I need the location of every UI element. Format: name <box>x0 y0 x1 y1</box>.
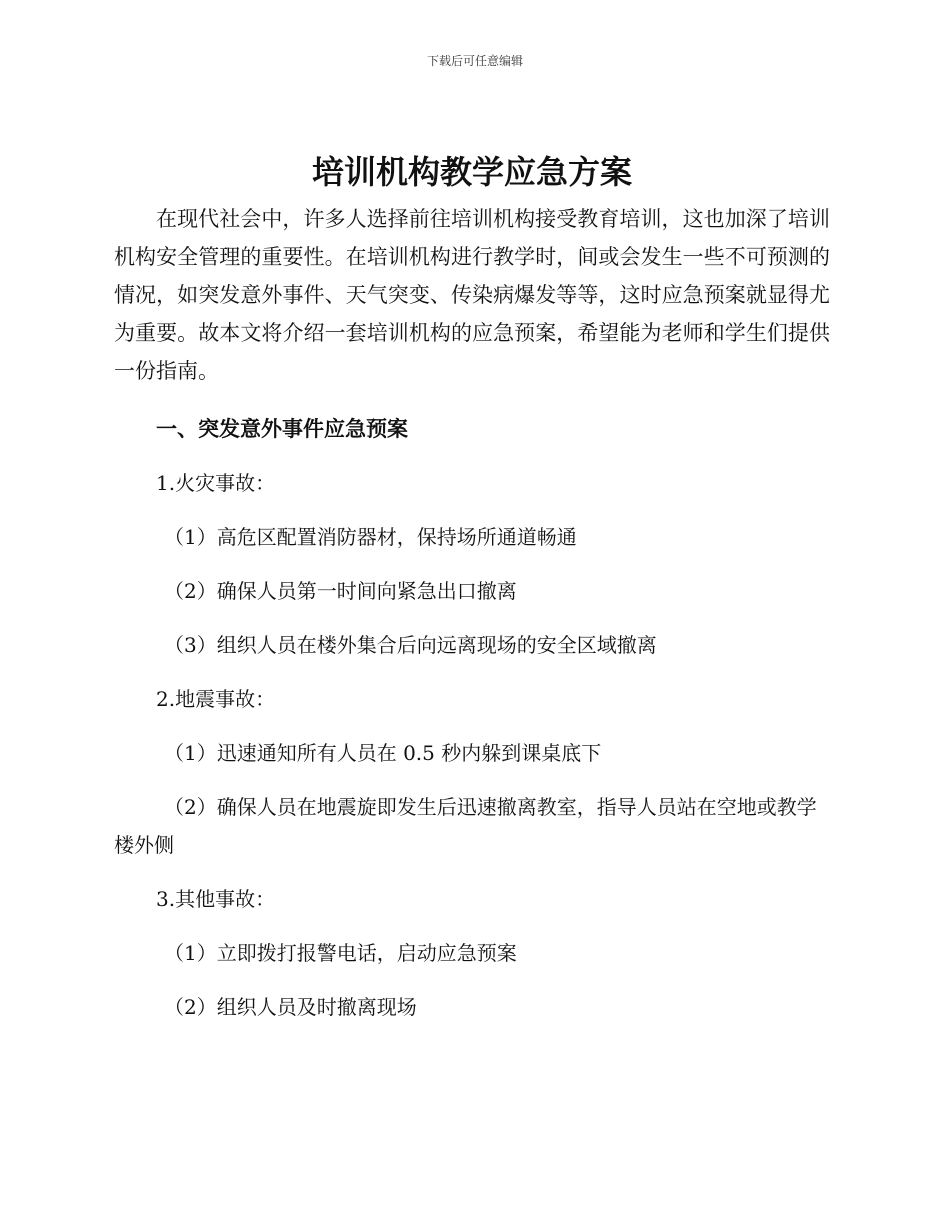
page-header-note: 下载后可任意编辑 <box>426 54 523 68</box>
list-item: （2）确保人员第一时间向紧急出口撤离 <box>164 579 517 603</box>
section-heading-emergency: 一、突发意外事件应急预案 <box>156 417 408 441</box>
list-item: （1）立即拨打报警电话，启动应急预案 <box>164 941 517 965</box>
subheading-earthquake: 2.地震事故： <box>156 687 276 711</box>
subheading-other: 3.其他事故： <box>156 887 276 911</box>
document-title: 培训机构教学应急方案 <box>311 153 632 191</box>
subheading-fire: 1.火灾事故： <box>156 471 276 495</box>
list-item: （2）组织人员及时撤离现场 <box>164 995 417 1019</box>
list-item: （2）确保人员在地震旋即发生后迅速撤离教室，指导人员站在空地或教学楼外侧 <box>114 795 817 857</box>
intro-paragraph: 在现代社会中，许多人选择前往培训机构接受教育培训，这也加深了培训机构安全管理的重要性。在培训机构进行教学时，间或会发生一些不可预测的情况，如突发意外事件、天气突变、传染病爆发等等，这时应急预案就显得尤为重要。故本文将介绍一套培训机构的应急预案，希望能为老师和学生们提供一份指南。 <box>114 207 830 383</box>
list-item: （1）高危区配置消防器材，保持场所通道畅通 <box>164 525 577 549</box>
list-item: （3）组织人员在楼外集合后向远离现场的安全区域撤离 <box>164 633 657 657</box>
document-body <box>114 150 830 1026</box>
list-item: （1）迅速通知所有人员在 0.5 秒内躲到课桌底下 <box>164 741 602 765</box>
